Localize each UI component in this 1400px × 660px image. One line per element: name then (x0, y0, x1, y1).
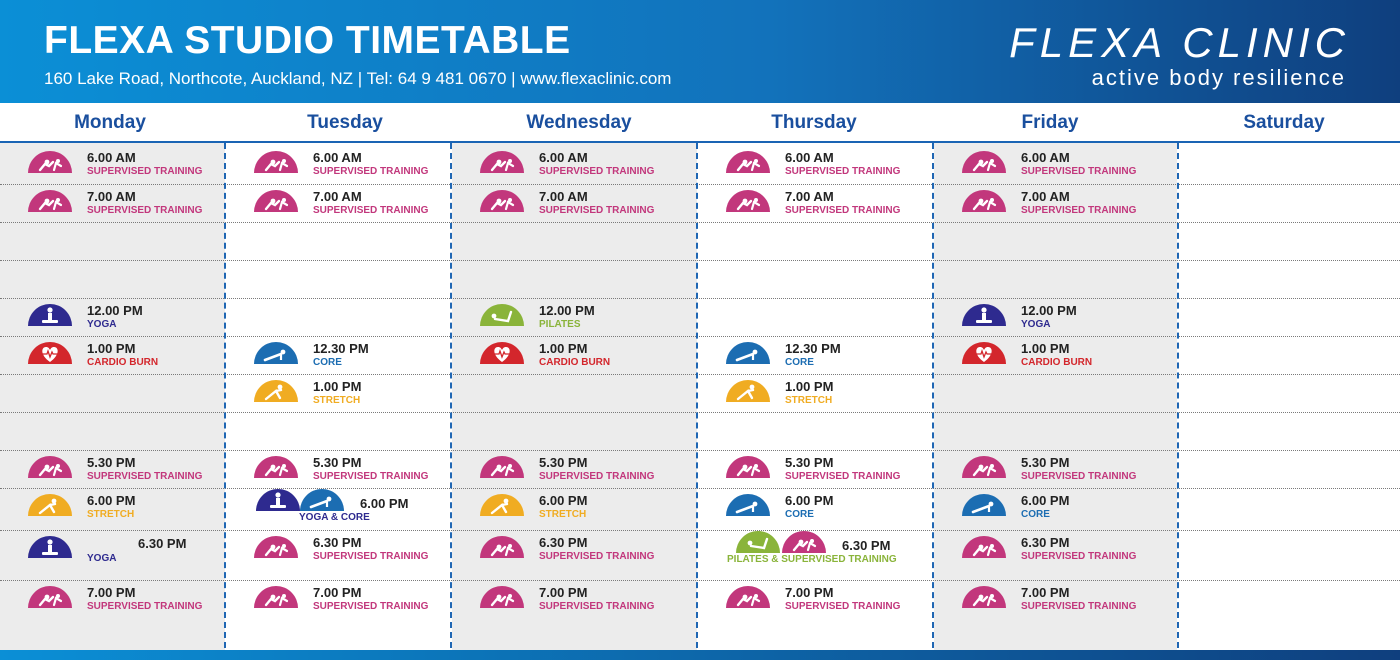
class-name: STRETCH (87, 509, 135, 520)
supervised-training-icon (962, 190, 1006, 212)
class-time: 7.00 AM (539, 189, 588, 204)
supervised-training-icon (254, 456, 298, 478)
class-time: 6.00 AM (1021, 150, 1070, 165)
class-time: 6.00 PM (1021, 493, 1070, 508)
supervised-training-icon (726, 586, 770, 608)
supervised-training-icon (480, 536, 524, 558)
class-name: SUPERVISED TRAINING (313, 471, 429, 482)
class-time: 7.00 AM (87, 189, 136, 204)
yoga-icon (28, 304, 72, 326)
class-name: SUPERVISED TRAINING (539, 166, 655, 177)
shaded-day-column (452, 143, 697, 650)
stretch-icon (28, 494, 72, 516)
row-separator (0, 184, 1400, 185)
column-divider (224, 143, 226, 648)
row-separator (0, 260, 1400, 261)
class-name: SUPERVISED TRAINING (313, 601, 429, 612)
class-time: 5.30 PM (785, 455, 834, 470)
class-time: 6.00 AM (785, 150, 834, 165)
supervised-training-icon (254, 586, 298, 608)
class-time: 6.00 AM (539, 150, 588, 165)
pilates-icon (480, 304, 524, 326)
class-name: SUPERVISED TRAINING (87, 205, 203, 216)
class-name: YOGA & CORE (299, 512, 370, 523)
class-time: 6.00 PM (360, 496, 409, 511)
day-heading-saturday: Saturday (1243, 112, 1325, 133)
class-time: 6.30 PM (313, 535, 362, 550)
day-heading-friday: Friday (1021, 112, 1079, 133)
class-time: 6.00 AM (313, 150, 362, 165)
brand-logo-text: FLEXA CLINIC (1009, 19, 1350, 66)
yoga-icon (28, 536, 72, 558)
supervised-training-icon (254, 190, 298, 212)
supervised-training-icon (254, 151, 298, 173)
class-name: SUPERVISED TRAINING (539, 601, 655, 612)
row-separator (0, 412, 1400, 413)
stretch-icon (254, 380, 298, 402)
class-name: STRETCH (539, 509, 587, 520)
class-name: SUPERVISED TRAINING (539, 205, 655, 216)
day-heading-thursday: Thursday (771, 112, 857, 133)
class-name: SUPERVISED TRAINING (87, 166, 203, 177)
class-time: 12.00 PM (1021, 303, 1077, 318)
row-separator (0, 450, 1400, 451)
supervised-training-icon (480, 586, 524, 608)
class-time: 5.30 PM (539, 455, 588, 470)
class-time: 1.00 PM (87, 341, 136, 356)
supervised-training-icon (28, 151, 72, 173)
class-name: CORE (313, 357, 342, 368)
class-time: 7.00 PM (87, 585, 136, 600)
pilates-icon (736, 531, 780, 553)
class-time: 7.00 PM (539, 585, 588, 600)
day-heading-wednesday: Wednesday (526, 112, 632, 133)
yoga-icon (256, 489, 300, 511)
supervised-training-icon (480, 190, 524, 212)
class-time: 1.00 PM (539, 341, 588, 356)
class-name: SUPERVISED TRAINING (1021, 601, 1137, 612)
class-time: 6.00 PM (539, 493, 588, 508)
class-time: 7.00 AM (785, 189, 834, 204)
class-name: SUPERVISED TRAINING (785, 205, 901, 216)
class-name: STRETCH (785, 395, 833, 406)
column-divider (450, 143, 452, 648)
class-name: SUPERVISED TRAINING (539, 471, 655, 482)
supervised-training-icon (254, 536, 298, 558)
brand-tagline: active body resilience (1091, 65, 1346, 90)
core-plank-icon (726, 342, 770, 364)
class-time: 1.00 PM (785, 379, 834, 394)
cardio-heart-icon (480, 342, 524, 364)
supervised-training-icon (962, 151, 1006, 173)
class-name: SUPERVISED TRAINING (87, 601, 203, 612)
day-header-row (0, 103, 1400, 143)
class-name: SUPERVISED TRAINING (313, 205, 429, 216)
row-separator (0, 530, 1400, 531)
class-time: 7.00 PM (785, 585, 834, 600)
class-time: 6.00 AM (87, 150, 136, 165)
column-divider (932, 143, 934, 648)
day-heading-tuesday: Tuesday (307, 112, 383, 133)
footer-bar (0, 650, 1400, 660)
class-name: CORE (785, 509, 814, 520)
class-name: SUPERVISED TRAINING (313, 551, 429, 562)
class-time: 6.30 PM (1021, 535, 1070, 550)
supervised-training-icon (962, 456, 1006, 478)
supervised-training-icon (962, 536, 1006, 558)
class-time: 1.00 PM (313, 379, 362, 394)
class-name: CORE (1021, 509, 1050, 520)
row-separator (0, 336, 1400, 337)
row-separator (0, 298, 1400, 299)
shaded-day-column (0, 143, 225, 650)
class-time: 6.30 PM (138, 536, 187, 551)
class-name: SUPERVISED TRAINING (1021, 205, 1137, 216)
class-name: YOGA (87, 553, 117, 564)
class-name: SUPERVISED TRAINING (1021, 471, 1137, 482)
shaded-day-column (934, 143, 1177, 650)
class-time: 7.00 AM (313, 189, 362, 204)
class-time: 5.30 PM (1021, 455, 1070, 470)
class-name: SUPERVISED TRAINING (539, 551, 655, 562)
supervised-training-icon (28, 456, 72, 478)
column-divider (1177, 143, 1179, 648)
class-name: YOGA (1021, 319, 1051, 330)
class-time: 5.30 PM (87, 455, 136, 470)
class-time: 7.00 AM (1021, 189, 1070, 204)
class-time: 12.30 PM (785, 341, 841, 356)
core-plank-icon (254, 342, 298, 364)
class-name: SUPERVISED TRAINING (1021, 551, 1137, 562)
class-time: 6.30 PM (842, 538, 891, 553)
class-time: 6.30 PM (539, 535, 588, 550)
core-plank-icon (300, 489, 344, 511)
supervised-training-icon (480, 151, 524, 173)
class-name: SUPERVISED TRAINING (785, 601, 901, 612)
class-name: SUPERVISED TRAINING (785, 471, 901, 482)
class-time: 6.00 PM (87, 493, 136, 508)
contact-line: 160 Lake Road, Northcote, Auckland, NZ | Tel: 64 9 481 0670 | www.flexaclinic.com (44, 69, 672, 88)
stretch-icon (480, 494, 524, 516)
supervised-training-icon (726, 456, 770, 478)
row-separator (0, 580, 1400, 581)
class-name: CARDIO BURN (1021, 357, 1093, 368)
class-name: SUPERVISED TRAINING (1021, 166, 1137, 177)
supervised-training-icon (480, 456, 524, 478)
yoga-icon (962, 304, 1006, 326)
class-name: SUPERVISED TRAINING (313, 166, 429, 177)
cardio-heart-icon (962, 342, 1006, 364)
header-banner (0, 0, 1400, 103)
class-name: CARDIO BURN (539, 357, 611, 368)
class-name: SUPERVISED TRAINING (785, 166, 901, 177)
core-plank-icon (726, 494, 770, 516)
column-divider (696, 143, 698, 648)
class-time: 1.00 PM (1021, 341, 1070, 356)
row-separator (0, 222, 1400, 223)
class-time: 7.00 PM (313, 585, 362, 600)
class-time: 6.00 PM (785, 493, 834, 508)
class-time: 12.30 PM (313, 341, 369, 356)
day-heading-monday: Monday (74, 112, 146, 133)
supervised-training-icon (28, 190, 72, 212)
page-title: FLEXA STUDIO TIMETABLE (44, 19, 571, 62)
class-time: 12.00 PM (539, 303, 595, 318)
class-name: SUPERVISED TRAINING (87, 471, 203, 482)
supervised-training-icon (28, 586, 72, 608)
class-name: STRETCH (313, 395, 361, 406)
row-separator (0, 488, 1400, 489)
supervised-training-icon (782, 531, 826, 553)
class-time: 12.00 PM (87, 303, 143, 318)
stretch-icon (726, 380, 770, 402)
row-separator (0, 374, 1400, 375)
class-name: PILATES & SUPERVISED TRAINING (727, 554, 897, 565)
supervised-training-icon (726, 151, 770, 173)
supervised-training-icon (962, 586, 1006, 608)
supervised-training-icon (726, 190, 770, 212)
class-name: PILATES (539, 319, 581, 330)
cardio-heart-icon (28, 342, 72, 364)
class-name: YOGA (87, 319, 117, 330)
class-name: CARDIO BURN (87, 357, 159, 368)
class-time: 5.30 PM (313, 455, 362, 470)
core-plank-icon (962, 494, 1006, 516)
class-time: 7.00 PM (1021, 585, 1070, 600)
class-name: CORE (785, 357, 814, 368)
